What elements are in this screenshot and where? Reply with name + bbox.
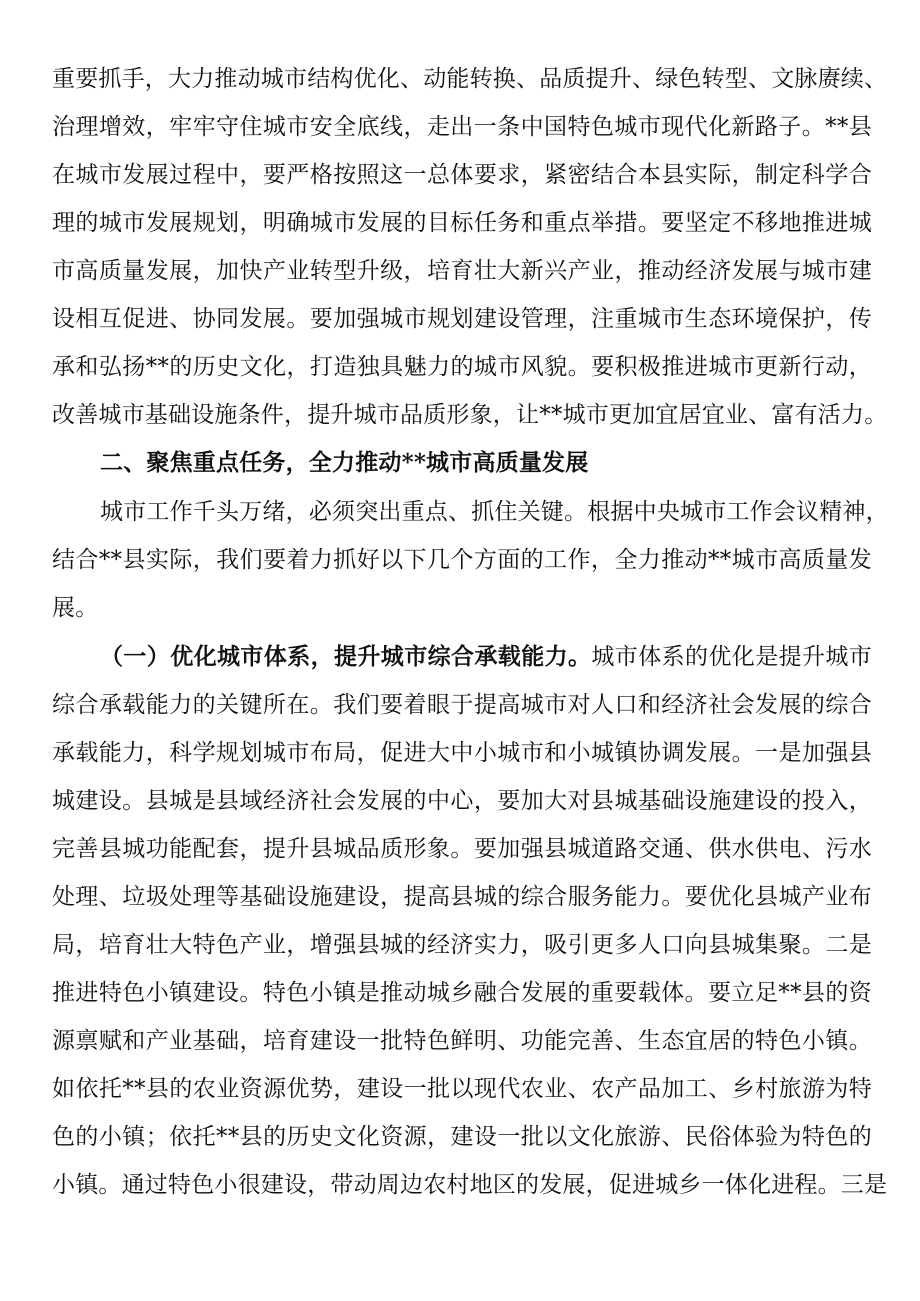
paragraph-line: 色的小镇；依托**县的历史文化资源，建设一批以文化旅游、民俗体验为特色的 (52, 1124, 872, 1150)
paragraph-line: 处理、垃圾处理等基础设施建设，提高县城的综合服务能力。要优化县城产业布 (52, 884, 872, 910)
paragraph-line: 局，培育壮大特色产业，增强县城的经济实力，吸引更多人口向县城集聚。二是 (52, 932, 872, 958)
subsection-title: （一）优化城市体系，提升城市综合承载能力。 (100, 643, 592, 670)
subsection-first-line (100, 641, 872, 673)
paragraph-line: 设相互促进、协同发展。要加强城市规划建设管理，注重城市生态环境保护，传 (52, 306, 872, 332)
paragraph-line: 理的城市发展规划，明确城市发展的目标任务和重点举措。要坚定不移地推进城 (52, 210, 872, 236)
paragraph-line: 源禀赋和产业基础，培育建设一批特色鲜明、功能完善、生态宜居的特色小镇。 (52, 1028, 872, 1054)
paragraph-line: 展。 (52, 595, 99, 621)
paragraph-line: 治理增效，牢牢守住城市安全底线，走出一条中国特色城市现代化新路子。**县 (52, 114, 872, 140)
paragraph-line: 结合**县实际，我们要着力抓好以下几个方面的工作，全力推动**城市高质量发 (52, 547, 872, 573)
paragraph-line: 在城市发展过程中，要严格按照这一总体要求，紧密结合本县实际，制定科学合 (52, 162, 872, 188)
paragraph-line: 推进特色小镇建设。特色小镇是推动城乡融合发展的重要载体。要立足**县的资 (52, 980, 872, 1006)
paragraph-line: 市高质量发展，加快产业转型升级，培育壮大新兴产业，推动经济发展与城市建 (52, 258, 872, 284)
section-heading: 二、聚焦重点任务，全力推动**城市高质量发展 (100, 449, 589, 476)
paragraph-line: 完善县城功能配套，提升县城品质形象。要加强县城道路交通、供水供电、污水 (52, 836, 872, 862)
paragraph-line: 城建设。县城是县域经济社会发展的中心，要加大对县城基础设施建设的投入， (52, 788, 872, 814)
paragraph-line: 综合承载能力的关键所在。我们要着眼于提高城市对人口和经济社会发展的综合 (52, 692, 872, 718)
paragraph-line: 小镇。通过特色小很建设，带动周边农村地区的发展，促进城乡一体化进程。三是 (52, 1172, 888, 1198)
paragraph-line: 城市工作千头万绪，必须突出重点、抓住关键。根据中央城市工作会议精神， (100, 499, 889, 525)
paragraph-line: 承和弘扬**的历史文化，打造独具魅力的城市风貌。要积极推进城市更新行动， (52, 354, 872, 380)
paragraph-line: 如依托**县的农业资源优势，建设一批以现代农业、农产品加工、乡村旅游为特 (52, 1076, 872, 1102)
paragraph-line: 改善城市基础设施条件，提升城市品质形象，让**城市更加宜居宜业、富有活力。 (52, 402, 888, 428)
subsection-first-line-rest: 城市体系的优化是提升城市 (591, 644, 873, 670)
paragraph-line: 承载能力，科学规划城市布局，促进大中小城市和小城镇协调发展。一是加强县 (52, 740, 872, 766)
paragraph-line: 重要抓手，大力推动城市结构优化、动能转换、品质提升、绿色转型、文脉赓续、 (52, 66, 888, 92)
